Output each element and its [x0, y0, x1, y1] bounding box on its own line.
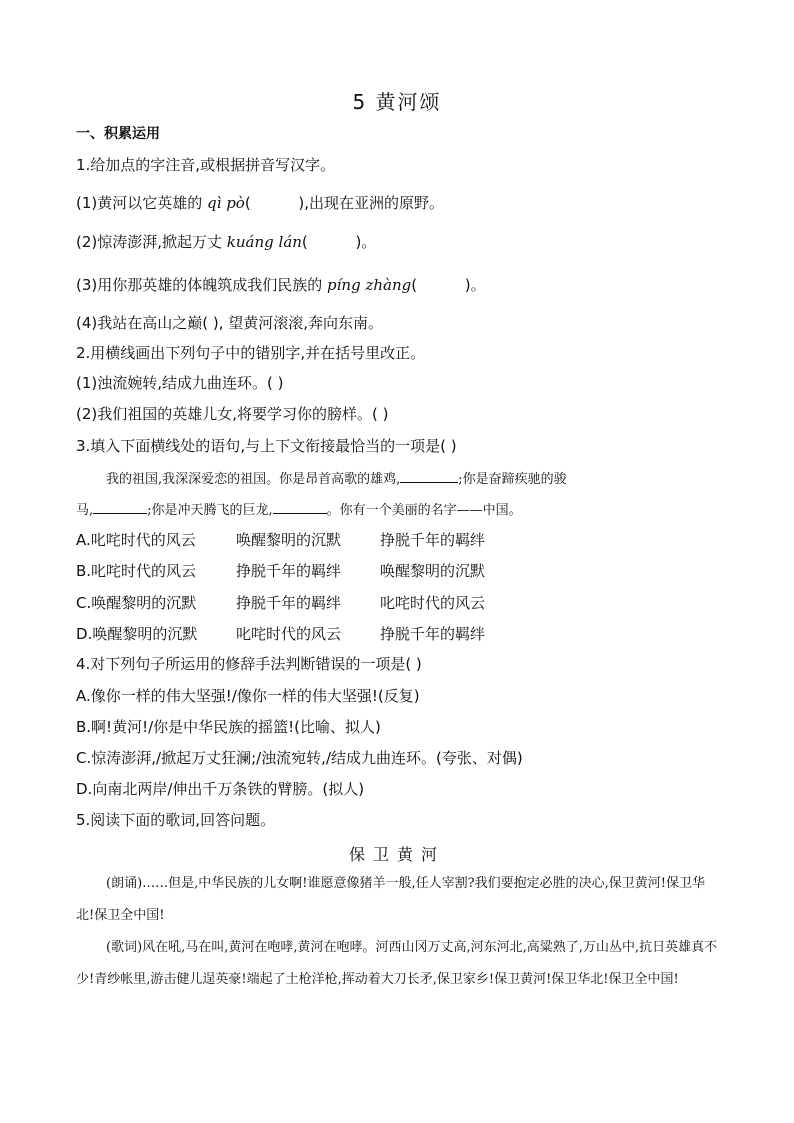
song-paragraph-recitation: (朗诵)……但是,中华民族的儿女啊!谁愿意像猪羊一般,任人宰割?我们要抱定必胜的决心,保卫黄河!保卫华北!保卫全中国! [76, 876, 705, 923]
question-2-stem: 2.用横线画出下列句子中的错别字,并在括号里改正。 [76, 344, 426, 362]
q1b-pinyin: kuáng lán [226, 233, 302, 251]
question-2-item-1: (1)浊流婉转,结成九曲连环。( ) [76, 374, 284, 392]
q1c-answer-blank[interactable]: ( [411, 276, 465, 294]
q1b-suffix: )。 [355, 233, 377, 251]
page-title: 5 黄河颂 [352, 90, 442, 114]
question-3-option-b[interactable]: B.叱咤时代的风云 挣脱千年的羁绊 唤醒黎明的沉默 [76, 562, 486, 580]
question-2-item-2: (2)我们祖国的英雄儿女,将要学习你的膀样。( ) [76, 405, 389, 423]
question-3-passage-line-2: 马, ;你是冲天腾飞的巨龙, 。你有一个美丽的名字——中国。 [76, 499, 522, 521]
question-3-option-a[interactable]: A.叱咤时代的风云 唤醒黎明的沉默 挣脱千年的羁绊 [76, 531, 486, 549]
question-3-passage-line-1: 我的祖国,我深深爱恋的祖国。你是昂首高歌的雄鸡, ;你是奋蹄疾驰的骏 [106, 468, 567, 490]
q1b-answer-blank[interactable]: ( [301, 233, 356, 251]
question-5-stem: 5.阅读下面的歌词,回答问题。 [76, 811, 276, 829]
question-1-item-2 [76, 232, 376, 252]
question-4-option-c[interactable]: C.惊涛澎湃,/掀起万丈狂澜;/浊流宛转,/结成九曲连环。(夸张、对偶) [76, 749, 523, 767]
question-4-option-b[interactable]: B.啊!黄河!/你是中华民族的摇篮!(比喻、拟人) [76, 718, 381, 736]
question-1-item-3 [76, 275, 486, 295]
q1c-prefix: (3)用你那英雄的体魄筑成我们民族的 [76, 276, 328, 294]
q1c-suffix: )。 [464, 276, 486, 294]
question-1-item-4: (4)我站在高山之巅( ), 望黄河滚滚,奔向东南。 [76, 314, 384, 332]
question-3-option-d[interactable]: D.唤醒黎明的沉默 叱咤时代的风云 挣脱千年的羁绊 [76, 625, 486, 643]
passage-blank-2[interactable] [93, 499, 147, 514]
question-3-stem: 3.填入下面横线处的语句,与上下文衔接最恰当的一项是( ) [76, 437, 457, 455]
q1a-prefix: (1)黄河以它英雄的 [76, 194, 208, 212]
question-4-stem: 4.对下列句子所运用的修辞手法判断错误的一项是( ) [76, 655, 422, 673]
question-4-option-a[interactable]: A.像你一样的伟大坚强!/像你一样的伟大坚强!(反复) [76, 687, 420, 705]
question-4-option-d[interactable]: D.向南北两岸/伸出千万条铁的臂膀。(拟人) [76, 780, 365, 798]
song-paragraph-lyrics: (歌词)风在吼,马在叫,黄河在咆哮,黄河在咆哮。河西山冈万丈高,河东河北,高粱熟了,万山丛中,抗日英雄真不少!青纱帐里,游击健儿逞英豪!端起了土枪洋枪,挥动着大刀长矛,保卫家乡!保卫黄河!保卫华北!保卫全中国! [76, 940, 718, 987]
q1a-suffix: ),出现在亚洲的原野。 [298, 194, 445, 212]
q1a-answer-blank[interactable]: ( [244, 194, 299, 212]
question-3-option-c[interactable]: C.唤醒黎明的沉默 挣脱千年的羁绊 叱咤时代的风云 [76, 594, 486, 612]
section-heading: 一、积累运用 [76, 126, 160, 142]
question-1-stem: 1.给加点的字注音,或根据拼音写汉字。 [76, 156, 336, 174]
passage-blank-3[interactable] [273, 499, 327, 514]
song-title: 保卫黄河 [348, 845, 445, 864]
question-1-item-1 [76, 193, 444, 213]
q1a-pinyin: qì pò [207, 194, 245, 212]
q1c-pinyin: píng zhàng [327, 276, 412, 294]
q1b-prefix: (2)惊涛澎湃,掀起万丈 [76, 233, 227, 251]
passage-blank-1[interactable] [400, 468, 458, 483]
